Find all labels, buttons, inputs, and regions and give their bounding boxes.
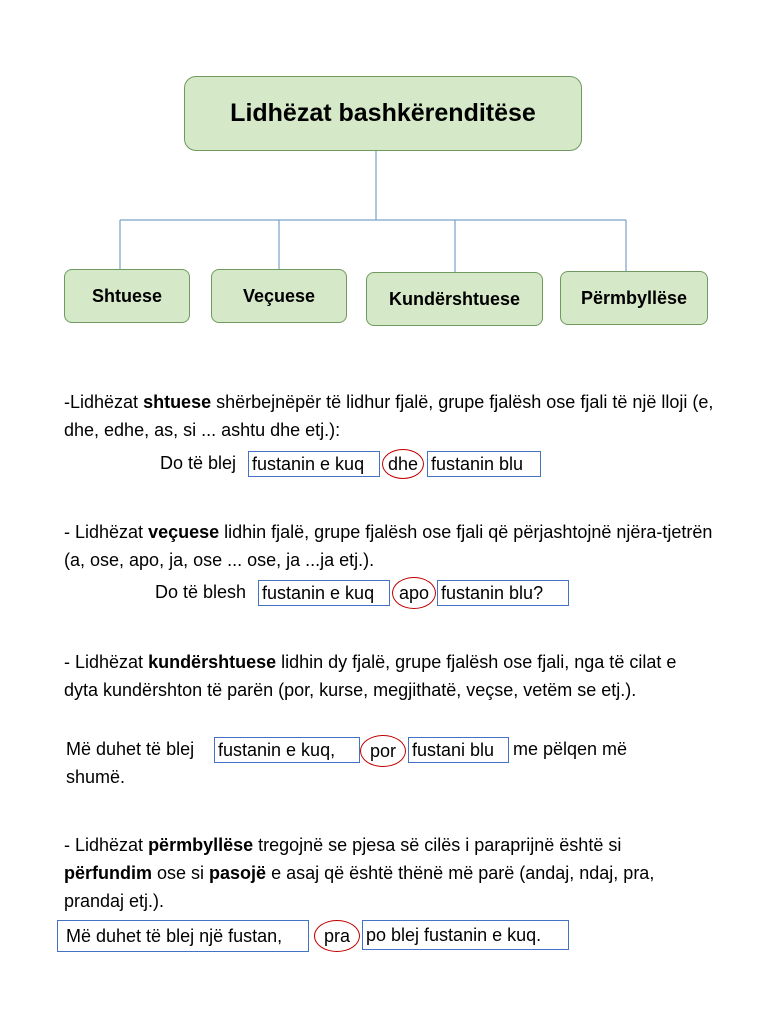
example-permbyllese [0, 920, 768, 946]
example-text: Më duhet të blej [66, 739, 195, 759]
root-node-label: Lidhëzat bashkërenditëse [230, 99, 536, 127]
child-node-label: Përmbyllëse [580, 287, 688, 308]
definition-text: - Lidhëzat [64, 835, 149, 855]
conjunction-oval: pra [314, 920, 360, 952]
definition-term: përmbyllëse [148, 835, 254, 855]
definition-text: shërbejnëpër të lidhur fjalë, grupe fjalësh ose fjali të një lloji (e, dhe, edhe, as, si ... ashtu dhe etj.): [64, 392, 714, 440]
example-text: Do të blej [160, 453, 237, 473]
definition-text: - Lidhëzat [64, 652, 149, 672]
example-text: shumë. [66, 767, 126, 787]
child-node-label: Shtuese [91, 285, 163, 306]
definition-text: -Lidhëzat [64, 392, 144, 412]
definition-shtuese [64, 388, 714, 444]
example-box: fustanin e kuq [258, 580, 390, 606]
example-box: fustanin e kuq, [214, 737, 360, 763]
child-node-label: Veçuese [242, 285, 316, 306]
definition-text: - Lidhëzat [64, 522, 149, 542]
definition-text: lidhin fjalë, grupe fjalësh ose fjali që përjashtojnë njëra-tjetrën (a, ose, apo, ja, ose ... ose, ja ...ja etj.). [64, 522, 713, 570]
definition-term: kundërshtuese [148, 652, 277, 672]
conjunction-oval: apo [392, 577, 436, 609]
child-node-vecuese [211, 269, 347, 323]
child-node-kundershtuese [366, 272, 543, 326]
example-box: Më duhet të blej një fustan, [57, 920, 309, 952]
example-shtuese [0, 451, 768, 477]
definition-text: ose si [152, 863, 210, 883]
child-node-shtuese [64, 269, 190, 323]
example-kundershtuese [0, 737, 768, 787]
definition-text: e asaj që është thënë më parë (andaj, ndaj, pra, prandaj etj.). [64, 863, 655, 911]
example-text: me pëlqen më [513, 739, 628, 759]
child-node-label: Kundërshtuese [388, 288, 521, 309]
diagram-root-node [184, 76, 582, 151]
example-box: fustanin e kuq [248, 451, 380, 477]
child-node-permbyllese [560, 271, 708, 325]
conjunction-oval: por [360, 735, 406, 767]
definition-text: lidhin dy fjalë, grupe fjalësh ose fjali, nga të cilat e dyta kundërshton të parën (por, kurse, megjithatë, veçse, vetëm se etj.). [64, 652, 677, 700]
example-box: fustani blu [408, 737, 509, 763]
example-vecuese [0, 580, 768, 606]
example-text: Do të blesh [155, 582, 247, 602]
definition-permbyllese [64, 831, 714, 915]
definition-kundershtuese [64, 648, 714, 704]
example-box: fustanin blu [427, 451, 541, 477]
definition-term: veçuese [148, 522, 220, 542]
definition-term: shtuese [143, 392, 212, 412]
definition-vecuese [64, 518, 714, 574]
definition-text: tregojnë se pjesa së cilës i paraprijnë është si [253, 835, 622, 855]
definition-term: pasojë [209, 863, 267, 883]
conjunction-oval: dhe [382, 449, 424, 479]
example-box: fustanin blu? [437, 580, 569, 606]
example-box: po blej fustanin e kuq. [362, 920, 569, 950]
definition-term: përfundim [64, 863, 152, 883]
